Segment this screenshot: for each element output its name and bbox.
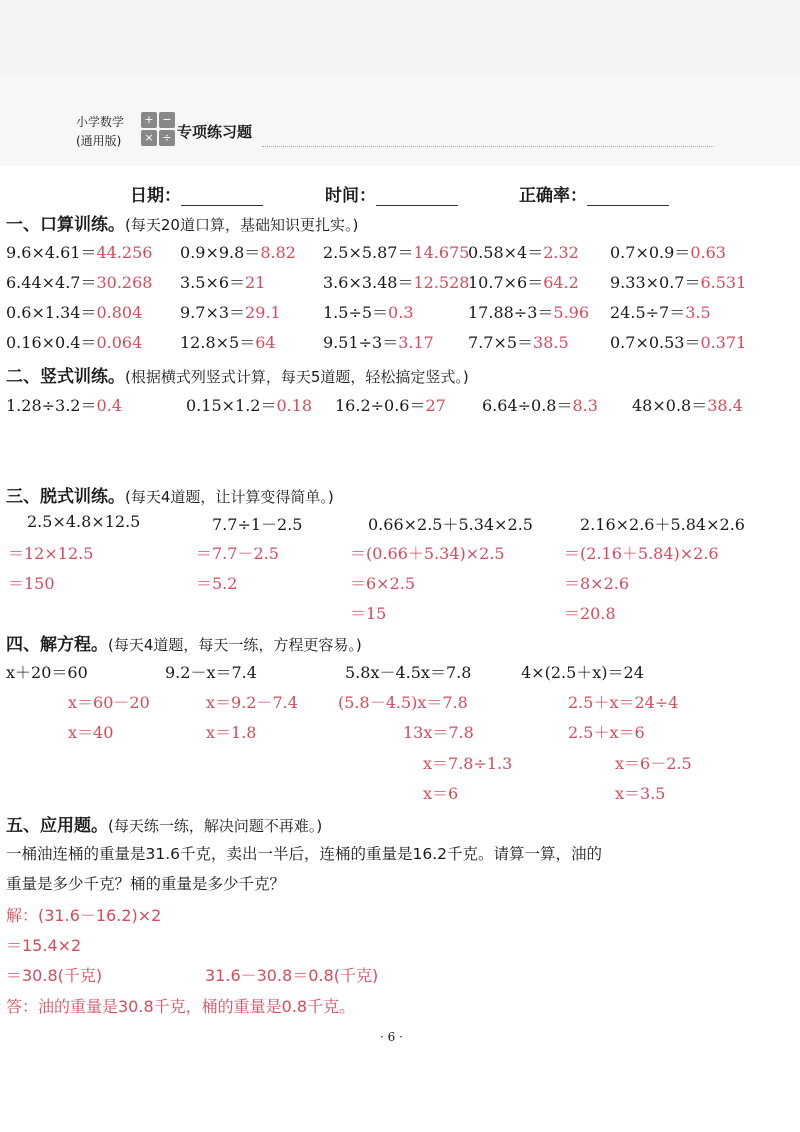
times-icon: × bbox=[141, 130, 157, 146]
stepwise-step: ＝5.2 bbox=[196, 574, 238, 593]
section-stepwise bbox=[6, 482, 334, 507]
section-vertical bbox=[6, 362, 469, 387]
section-oral bbox=[6, 210, 358, 235]
equation-problem: 4×(2.5＋x)＝24 bbox=[521, 663, 644, 682]
stepwise-step: ＝(0.66＋5.34)×2.5 bbox=[350, 544, 505, 563]
oral-problem: 9.6×4.61＝44.256 bbox=[6, 243, 153, 262]
date-label: 日期： bbox=[130, 186, 181, 206]
solution-step: 31.6－30.8＝0.8(千克) bbox=[205, 966, 379, 985]
section-word-problem bbox=[6, 811, 322, 836]
vertical-problem: 0.15×1.2＝0.18 bbox=[186, 396, 313, 415]
stepwise-step: ＝8×2.6 bbox=[564, 574, 630, 593]
plus-icon: + bbox=[141, 112, 157, 128]
equation-step: x＝3.5 bbox=[615, 784, 666, 803]
solution-step: 解：(31.6－16.2)×2 bbox=[6, 906, 162, 925]
equation-step: 2.5＋x＝24÷4 bbox=[568, 693, 679, 712]
vertical-problem: 6.64÷0.8＝8.3 bbox=[482, 396, 598, 415]
oral-problem: 17.88÷3＝5.96 bbox=[468, 303, 590, 322]
stepwise-problem: 0.66×2.5＋5.34×2.5 bbox=[368, 515, 533, 534]
oral-problem: 9.51÷3＝3.17 bbox=[323, 333, 434, 352]
section-note: (每天4道题，每天一练，方程更容易。) bbox=[108, 636, 362, 654]
oral-problem: 3.6×3.48＝12.528 bbox=[323, 273, 470, 292]
equation-step: 13x＝7.8 bbox=[403, 723, 474, 742]
equation-step: x＝6－2.5 bbox=[615, 754, 692, 773]
oral-problem: 2.5×5.87＝14.675 bbox=[323, 243, 470, 262]
solution-step: ＝30.8(千克) bbox=[6, 966, 103, 985]
section-title: 五、应用题。 bbox=[6, 816, 108, 836]
oral-problem: 9.7×3＝29.1 bbox=[180, 303, 281, 322]
stepwise-problem: 7.7÷1－2.5 bbox=[212, 515, 303, 534]
oral-problem: 10.7×6＝64.2 bbox=[468, 273, 579, 292]
oral-problem: 6.44×4.7＝30.268 bbox=[6, 273, 153, 292]
vertical-problem: 1.28÷3.2＝0.4 bbox=[6, 396, 122, 415]
problem-text-line1: 一桶油连桶的重量是31.6千克，卖出一半后，连桶的重量是16.2千克。请算一算，油的 bbox=[6, 845, 603, 863]
section-note: (每天4道题，让计算变得简单。) bbox=[125, 488, 334, 506]
oral-problem: 0.9×9.8＝8.82 bbox=[180, 243, 296, 262]
oral-problem: 0.58×4＝2.32 bbox=[468, 243, 579, 262]
section-title: 二、竖式训练。 bbox=[6, 367, 125, 387]
divide-icon: ÷ bbox=[159, 130, 175, 146]
equation-problem: 9.2－x＝7.4 bbox=[165, 663, 257, 682]
stepwise-step: ＝12×12.5 bbox=[8, 544, 94, 563]
accuracy-field bbox=[519, 181, 669, 206]
page-header bbox=[0, 110, 800, 160]
answer-text: 答：油的重量是30.8千克，桶的重量是0.8千克。 bbox=[6, 997, 356, 1016]
stepwise-problem: 2.5×4.8×12.5 bbox=[27, 512, 141, 531]
section-equations bbox=[6, 630, 362, 655]
stepwise-step: ＝7.7－2.5 bbox=[196, 544, 279, 563]
vertical-problem: 48×0.8＝38.4 bbox=[632, 396, 743, 415]
equation-step: x＝7.8÷1.3 bbox=[423, 754, 513, 773]
oral-problem: 1.5÷5＝0.3 bbox=[323, 303, 414, 322]
stepwise-step: ＝(2.16＋5.84)×2.6 bbox=[564, 544, 719, 563]
brand-line2: (通用版) bbox=[76, 134, 122, 148]
equation-step: x＝1.8 bbox=[206, 723, 257, 742]
sheet-title: 专项练习题 bbox=[177, 123, 253, 141]
brand-line1: 小学数学 bbox=[76, 115, 125, 129]
vertical-problem: 16.2÷0.6＝27 bbox=[335, 396, 446, 415]
equation-problem: 5.8x－4.5x＝7.8 bbox=[345, 663, 472, 682]
section-title: 三、脱式训练。 bbox=[6, 487, 125, 507]
header-divider bbox=[262, 146, 714, 147]
oral-problem: 0.7×0.9＝0.63 bbox=[610, 243, 726, 262]
oral-problem: 7.7×5＝38.5 bbox=[468, 333, 569, 352]
section-note: (每天练一练，解决问题不再难。) bbox=[108, 817, 323, 835]
oral-problem: 0.16×0.4＝0.064 bbox=[6, 333, 143, 352]
problem-text-line2: 重量是多少千克？桶的重量是多少千克？ bbox=[6, 875, 286, 893]
equation-step: x＝9.2－7.4 bbox=[206, 693, 298, 712]
equation-problem: x＋20＝60 bbox=[6, 663, 88, 682]
operator-icons bbox=[141, 112, 175, 146]
section-title: 一、口算训练。 bbox=[6, 215, 125, 235]
solution-step: ＝15.4×2 bbox=[6, 936, 82, 955]
accuracy-label: 正确率： bbox=[519, 186, 587, 206]
oral-problem: 0.6×1.34＝0.804 bbox=[6, 303, 143, 322]
oral-problem: 0.7×0.53＝0.371 bbox=[610, 333, 747, 352]
equation-step: x＝6 bbox=[423, 784, 459, 803]
section-title: 四、解方程。 bbox=[6, 635, 108, 655]
time-field bbox=[325, 181, 458, 206]
stepwise-step: ＝20.8 bbox=[564, 604, 616, 623]
section-note: (根据横式列竖式计算，每天5道题，轻松搞定竖式。) bbox=[125, 368, 469, 386]
oral-problem: 9.33×0.7＝6.531 bbox=[610, 273, 747, 292]
equation-step: x＝60－20 bbox=[68, 693, 150, 712]
accuracy-blank bbox=[587, 187, 669, 206]
time-label: 时间： bbox=[325, 186, 376, 206]
stepwise-step: ＝150 bbox=[8, 574, 55, 593]
stepwise-problem: 2.16×2.6＋5.84×2.6 bbox=[580, 515, 745, 534]
top-margin bbox=[0, 0, 800, 78]
oral-problem: 3.5×6＝21 bbox=[180, 273, 266, 292]
minus-icon: − bbox=[159, 112, 175, 128]
oral-problem: 12.8×5＝64 bbox=[180, 333, 276, 352]
stepwise-step: ＝15 bbox=[350, 604, 387, 623]
equation-step: (5.8－4.5)x＝7.8 bbox=[338, 693, 468, 712]
section-note: (每天20道口算，基础知识更扎实。) bbox=[125, 216, 359, 234]
date-blank bbox=[181, 187, 263, 206]
oral-problem: 24.5÷7＝3.5 bbox=[610, 303, 711, 322]
time-blank bbox=[376, 187, 458, 206]
equation-step: 2.5＋x＝6 bbox=[568, 723, 645, 742]
date-field bbox=[130, 181, 263, 206]
stepwise-step: ＝6×2.5 bbox=[350, 574, 416, 593]
page-number: · 6 · bbox=[380, 1030, 403, 1044]
equation-step: x＝40 bbox=[68, 723, 114, 742]
